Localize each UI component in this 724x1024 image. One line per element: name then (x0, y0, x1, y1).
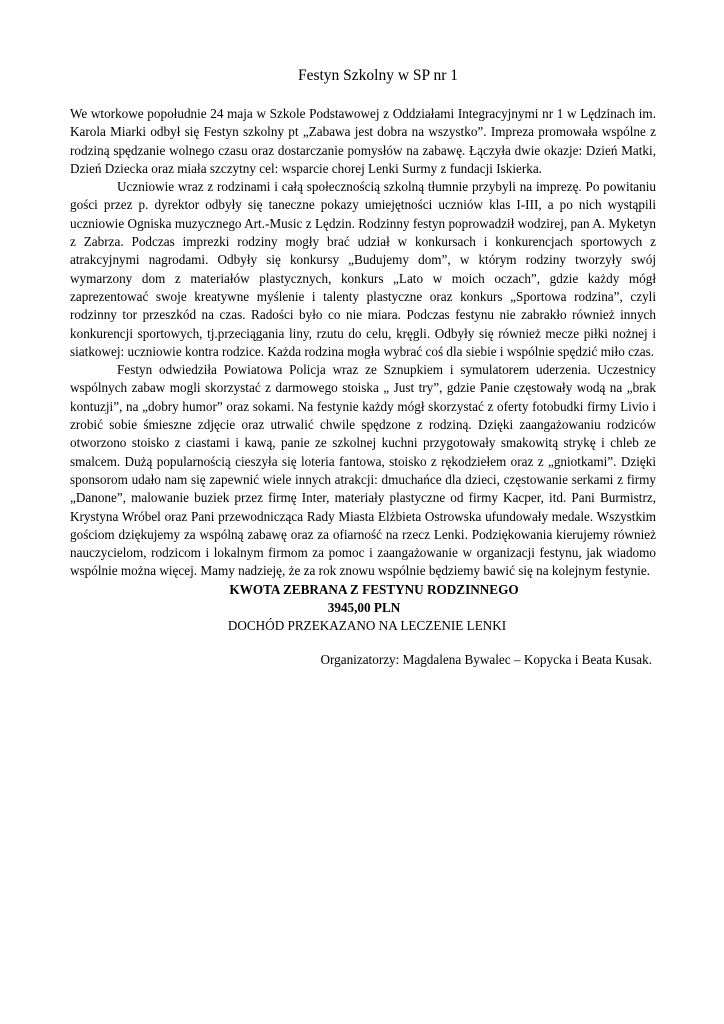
amount-value: 3945,00 PLN (327, 600, 401, 616)
paragraph-activities: Uczniowie wraz z rodzinami i całą społecznością szkolną tłumnie przybyli na imprezę. Po powitaniu gości przez p. dyrektor odbyły się taneczne pokazy umiejętności uczniów klas I-III, a po nich wystąpili uczniowie Ogniska muzycznego Art.-Music z Lędzin. Rodzinny festyn poprowadził wodzirej, pan A. Myketyn z Zabrza. Podczas imprezki rodziny mogły brać udział w konkursach i konkurencjach sportowych z atrakcyjnymi nagrodami. Odbyły się konkursy „Budujemy dom”, w którym rodziny tworzyły swój wymarzony dom z materiałów plastycznych, konkurs „Lato w moich oczach”, gdzie każdy mógł zaprezentować swoje kreatywne myślenie i talenty plastyczne oraz konkurs „Sportowa rodzina”, czyli rodzinny tor przeszkód na czas. Radości było co nie miara. Podczas festynu nie zabrakło również innych konkurencji sportowych, tj.przeciągania liny, rzutu do celu, kręgli. Odbyły się również mecze piłki nożnej i siatkowej: uczniowie kontra rodzice. Każda rodzina mogła wybrać coś dla siebie i wspólnie spędzić miło czas. (70, 179, 656, 359)
amount-heading: KWOTA ZEBRANA Z FESTYNU RODZINNEGO (229, 581, 519, 597)
paragraph-intro: We wtorkowe popołudnie 24 maja w Szkole Podstawowej z Oddziałami Integracyjnymi nr 1 w Lędzinach im. Karola Miarki odbył się Festyn szkolny pt „Zabawa jest dobra na wszystko”. Impreza promowała wspólne z rodziną spędzanie wolnego czasu oraz dostarczanie pomysłów na zabawę. Łączyła dwie okazje: Dzień Matki, Dzień Dziecka oraz miała szczytny cel: wsparcie chorej Lenki Surmy z fundacji Iskierka. (70, 106, 656, 176)
organizers-line: Organizatorzy: Magdalena Bywalec – Kopycka i Beata Kusak. (320, 651, 652, 667)
document-title: Festyn Szkolny w SP nr 1 (297, 67, 459, 84)
document-page (70, 66, 656, 669)
amount-note: DOCHÓD PRZEKAZANO NA LECZENIE LENKI (227, 618, 507, 634)
paragraph-attractions: Festyn odwiedziła Powiatowa Policja wraz ze Sznupkiem i symulatorem uderzenia. Uczestnicy wspólnych zabaw mogli skorzystać z darmowego stoiska „ Just try”, gdzie Panie częstowały wodą na „brak kontuzji”, na „dobry humor” oraz sokami. Na festynie każdy mógł skorzystać z oferty fotobudki firmy Livio i zrobić sobie śmieszne zdjęcie oraz utrwalić chwile spędzone z rodziną. Dzięki zaangażowaniu rodziców otworzono stoisko z ciastami i kawą, panie ze szkolnej kuchni przygotowały smakowitą strykę i chleb ze smalcem. Dużą popularnością cieszyła się loteria fantowa, stoisko z rękodziełem oraz z „gniotkami”. Dzięki sponsorom udało nam się zapewnić wiele innych atrakcji: dmuchańce dla dzieci, częstowanie serkami z firmy „Danone”, malowanie buziek przez firmę Inter, materiały plastyczne od firmy Kacper, itd. Pani Burmistrz, Krystyna Wróbel oraz Pani przewodnicząca Rady Miasta Elżbieta Ostrowska ufundowały medale. Wszystkim gościom dziękujemy za wspólną zabawę oraz za ofiarność na rzecz Lenki. Podziękowania kierujemy również nauczycielom, rodzicom i lokalnym firmom za pomoc i zaangażowanie w organizacji festynu, jak wiadomo wspólnie można więcej. Mamy nadzieję, że za rok znowu wspólnie będziemy bawić się na kolejnym festynie. (70, 362, 656, 579)
